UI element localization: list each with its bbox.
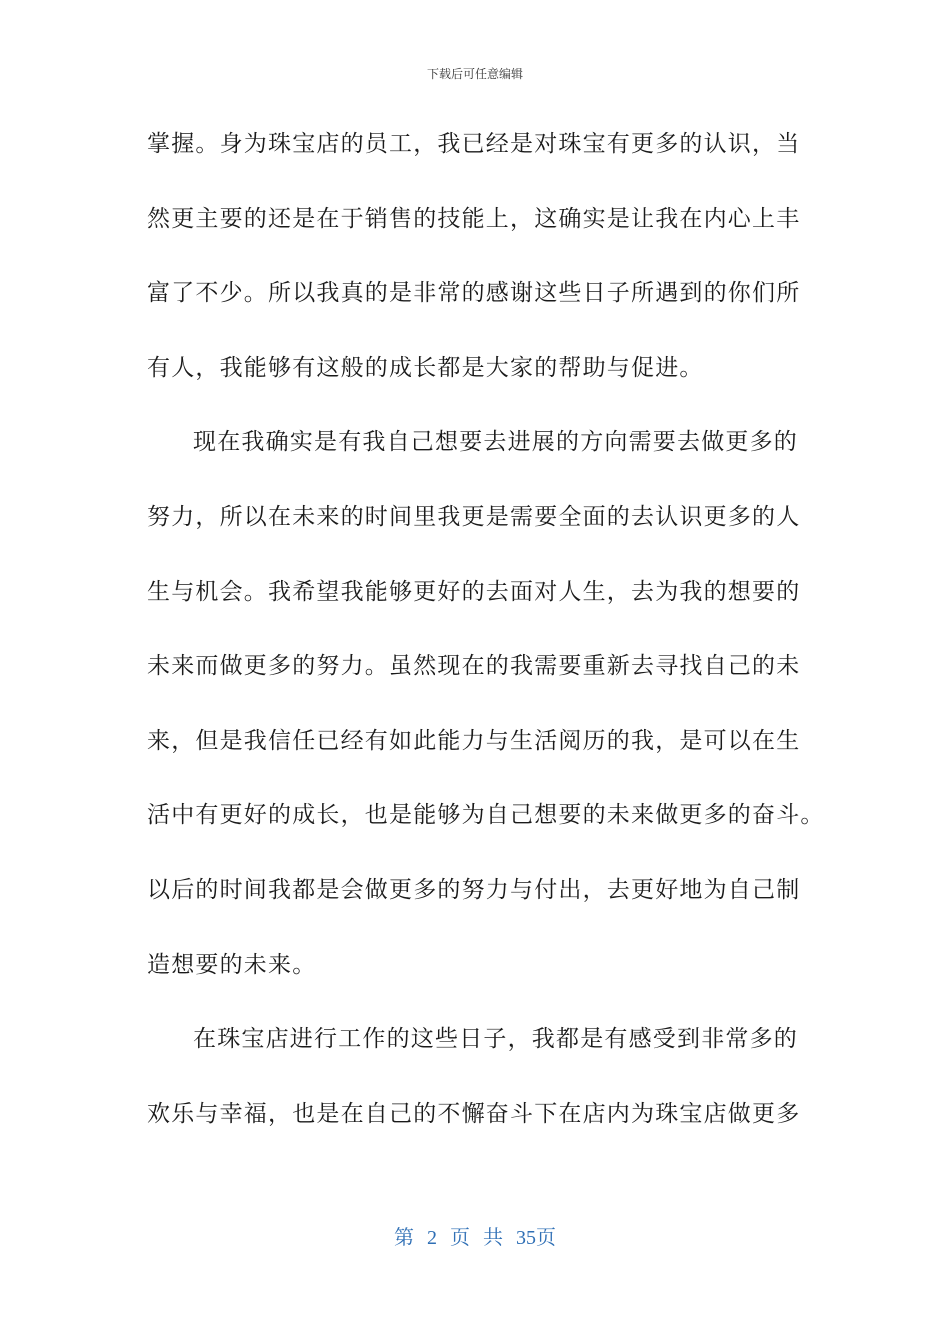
text-line: 欢乐与幸福，也是在自己的不懈奋斗下在店内为珠宝店做更多 [147, 1100, 801, 1127]
page-footer [0, 1225, 950, 1251]
text-line: 有人，我能够有这般的成长都是大家的帮助与促进。 [147, 354, 704, 381]
text-line: 然更主要的还是在于销售的技能上，这确实是让我在内心上丰 [147, 205, 801, 232]
text-line: 来，但是我信任已经有如此能力与生活阅历的我，是可以在生 [147, 727, 801, 754]
page-header: 下载后可任意编辑 [426, 67, 523, 81]
footer-label-di: 第 [394, 1227, 414, 1249]
text-line: 造想要的未来。 [147, 951, 317, 978]
paragraph-first-line: 现在我确实是有我自己想要去进展的方向需要去做更多的 [193, 429, 798, 456]
text-line: 富了不少。所以我真的是非常的感谢这些日子所遇到的你们所 [147, 280, 801, 307]
footer-label-gong: 共 [483, 1227, 503, 1249]
total-pages: 35页 [516, 1227, 556, 1249]
text-line: 以后的时间我都是会做更多的努力与付出，去更好地为自己制 [147, 876, 801, 903]
text-line: 生与机会。我希望我能够更好的去面对人生，去为我的想要的 [147, 578, 801, 605]
text-line: 努力，所以在未来的时间里我更是需要全面的去认识更多的人 [147, 503, 801, 530]
text-line: 未来而做更多的努力。虽然现在的我需要重新去寻找自己的未 [147, 653, 801, 680]
text-line: 掌握。身为珠宝店的员工，我已经是对珠宝有更多的认识，当 [147, 131, 801, 157]
paragraph-first-line: 在珠宝店进行工作的这些日子，我都是有感受到非常多的 [193, 1026, 798, 1053]
text-line: 活中有更好的成长，也是能够为自己想要的未来做更多的奋斗。 [147, 802, 825, 829]
document-body [147, 124, 827, 1168]
current-page-number: 2 [427, 1227, 437, 1249]
footer-label-ye: 页 [450, 1227, 470, 1249]
